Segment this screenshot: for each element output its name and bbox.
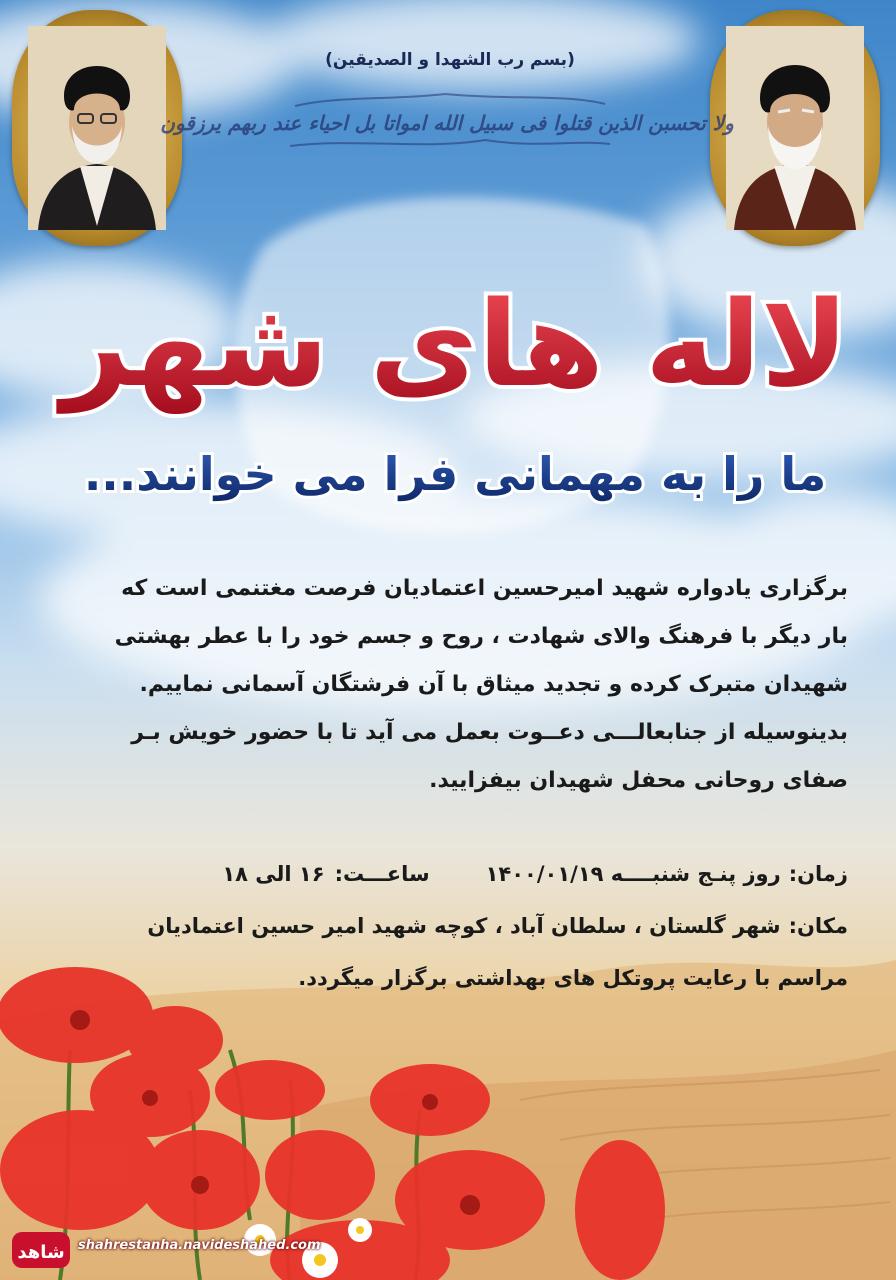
health-note: مراسم با رعایت پروتکل های بهداشتی برگزار میگردد. — [298, 966, 848, 990]
logo-text: شاهد — [17, 1242, 65, 1263]
body-line: بدینوسیله از جنابعالـــی دعــوت بعمل می آید تا با حضور خویش بـر — [131, 720, 848, 745]
invitation-body — [38, 565, 848, 805]
shahed-logo-icon — [10, 1228, 72, 1272]
website-url: shahrestanha.navideshahed.com — [78, 1238, 321, 1253]
title-line1: لاله های شهر — [61, 275, 849, 413]
hour-label: ساعـــت: — [334, 862, 430, 886]
verse-text: ولا تحسبن الذین قتلوا فی سبیل الله امواتا بل احیاء عند ربهم یرزقون — [160, 111, 734, 135]
quran-verse-calligraphy — [160, 88, 734, 158]
place-label: مکان: — [788, 914, 848, 938]
body-line: بار دیگر با فرهنگ والای شهادت ، روح و جسم خود را با عطر بهشتی — [114, 624, 848, 649]
body-line: صفای روحانی محفل شهیدان بیفزایید. — [429, 768, 848, 793]
body-line: برگزاری یادواره شهید امیرحسین اعتمادیان فرصت مغتنمی است که — [121, 576, 848, 601]
portrait-frame-left — [12, 10, 182, 246]
cleric-portrait-icon — [726, 26, 864, 230]
place-value: شهر گلستان ، سلطان آباد ، کوچه شهید امیر حسین اعتمادیان — [147, 914, 781, 938]
title-line2: ما را به مهمانی فرا می خوانند... — [83, 447, 827, 501]
bismillah-heading: (بسم رب الشهدا و الصدیقین) — [325, 50, 575, 70]
portrait-frame-right — [710, 10, 880, 246]
cleric-portrait-icon — [28, 26, 166, 230]
place-row — [38, 900, 848, 952]
poppy-flowers — [0, 960, 700, 1280]
time-value: روز پنـج شنبــــه ۱۴۰۰/۰۱/۱۹ — [485, 862, 781, 886]
hour-value: ۱۶ الی ۱۸ — [222, 862, 325, 886]
time-label: زمان: — [788, 862, 848, 886]
body-line: شهیدان متبرک کرده و تجدید میثاق با آن فرشتگان آسمانی نماییم. — [139, 672, 848, 697]
title-artwork — [61, 185, 849, 555]
time-row — [38, 848, 848, 900]
